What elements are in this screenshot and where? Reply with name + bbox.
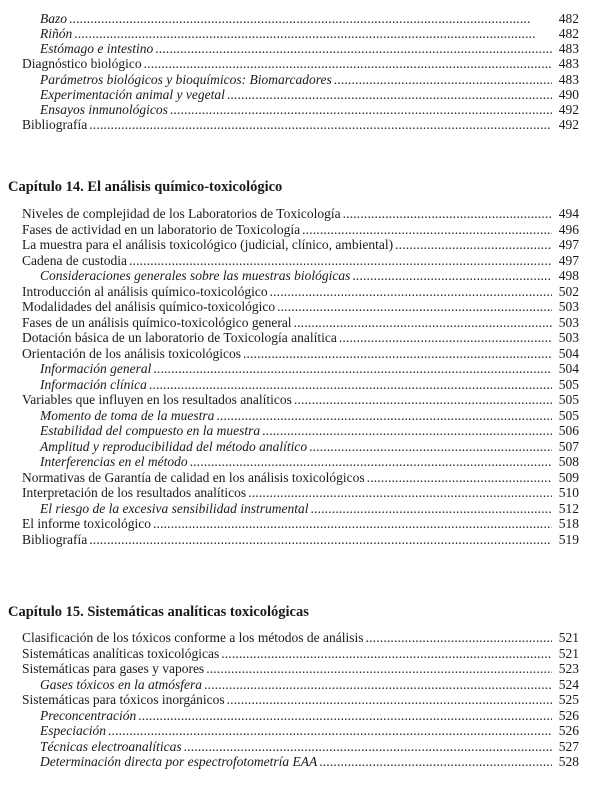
- toc-page-number: 490: [558, 86, 579, 102]
- dot-leader: [309, 439, 552, 454]
- dot-leader: [190, 454, 552, 469]
- dot-leader: [138, 708, 552, 723]
- toc-subentry[interactable]: [40, 361, 554, 376]
- toc-subentry[interactable]: [40, 723, 554, 738]
- toc-entry-title: Interferencias en el método: [40, 454, 188, 469]
- toc-entry-title: Sistemáticas para gases y vapores: [22, 661, 205, 676]
- toc-entry-title: Sistemáticas analíticas toxicológicas: [22, 645, 220, 661]
- dot-leader: [216, 408, 552, 423]
- toc-entry[interactable]: [22, 346, 554, 361]
- toc-page-number: 504: [558, 345, 579, 361]
- toc-page-number: 496: [558, 221, 579, 237]
- toc-entry[interactable]: [22, 392, 554, 407]
- dot-leader: [206, 661, 552, 676]
- toc-entry[interactable]: [22, 646, 554, 661]
- toc-page-number: 482: [558, 11, 579, 26]
- dot-leader: [319, 754, 552, 769]
- dot-leader: [367, 470, 552, 485]
- toc-subentry[interactable]: [40, 87, 554, 102]
- toc-entry[interactable]: [22, 692, 554, 707]
- toc-page-number: 497: [558, 237, 579, 252]
- toc-page-number: 502: [558, 283, 579, 299]
- toc-page-number: 507: [558, 438, 579, 454]
- dot-leader: [243, 346, 552, 361]
- toc-subentry[interactable]: [40, 41, 554, 56]
- toc-page-number: 509: [558, 469, 579, 485]
- toc-page-number: 523: [558, 661, 579, 676]
- dot-leader: [153, 361, 552, 376]
- toc-subentry[interactable]: [40, 754, 554, 769]
- toc-entry-title: Parámetros biológicos y bioquímicos: Biomarcadores: [40, 71, 332, 87]
- toc-page-number: 525: [558, 692, 579, 707]
- toc-entry-title: Estómago e intestino: [40, 41, 154, 57]
- toc-entry-title: Ensayos inmunológicos: [40, 101, 168, 117]
- toc-subentry[interactable]: [40, 11, 554, 26]
- toc-page-number: 483: [558, 41, 579, 57]
- dot-leader: [334, 72, 552, 87]
- toc-subentry[interactable]: [40, 677, 554, 692]
- toc-page-number: 521: [558, 645, 579, 661]
- dot-leader: [395, 237, 552, 252]
- dot-leader: [89, 117, 552, 132]
- toc-entry-title: Información general: [40, 361, 152, 376]
- toc-page-number: 527: [558, 738, 579, 754]
- toc-subentry[interactable]: [40, 408, 554, 423]
- dot-leader: [89, 532, 552, 547]
- toc-subentry[interactable]: [40, 102, 554, 117]
- dot-leader: [262, 423, 552, 438]
- toc-page-number: 505: [558, 392, 579, 407]
- dot-leader: [302, 222, 552, 237]
- dot-leader: [294, 315, 552, 330]
- dot-leader: [352, 268, 552, 283]
- dot-leader: [144, 56, 552, 71]
- toc-entry-title: Cadena de custodia: [22, 252, 127, 268]
- toc-entry[interactable]: [22, 206, 554, 221]
- toc-page-number: 505: [558, 407, 579, 423]
- dot-leader: [270, 284, 552, 299]
- toc-entry-title: Estabilidad del compuesto en la muestra: [40, 423, 261, 438]
- toc-page-number: 508: [558, 454, 579, 469]
- dot-leader: [221, 646, 552, 661]
- toc-entry[interactable]: [22, 470, 554, 485]
- toc-entry-title: Bibliografía: [22, 116, 88, 132]
- toc-page-number: 483: [558, 71, 579, 87]
- dot-leader: [69, 11, 552, 26]
- toc-entry[interactable]: [22, 532, 554, 547]
- chapter-title: Capítulo 15. Sistemáticas analíticas toxicológicas: [8, 604, 309, 620]
- toc-entry-title: Fases de actividad en un laboratorio de Toxicología: [22, 221, 301, 237]
- dot-leader: [108, 723, 552, 738]
- toc-entry-title: El riesgo de la excesiva sensibilidad instrumental: [40, 500, 309, 516]
- toc-subentry[interactable]: [40, 72, 554, 87]
- toc-subentry[interactable]: [40, 454, 554, 469]
- dot-leader: [129, 253, 552, 268]
- toc-page-number: 504: [558, 361, 579, 376]
- toc-subentry[interactable]: [40, 501, 554, 516]
- toc-entry-title: Variables que influyen en los resultados analíticos: [22, 392, 292, 407]
- dot-leader: [153, 516, 552, 531]
- toc-subentry[interactable]: [40, 268, 554, 283]
- toc-entry-title: Niveles de complejidad de los Laboratorios de Toxicología: [22, 206, 341, 221]
- toc-entry[interactable]: [22, 299, 554, 314]
- toc-page-number: 510: [558, 485, 579, 500]
- toc-page-number: 483: [558, 56, 579, 72]
- toc-entry[interactable]: [22, 630, 554, 645]
- toc-page-number: 492: [558, 101, 579, 117]
- toc-entry-title: La muestra para el análisis toxicológico (judicial, clínico, ambiental): [22, 237, 394, 252]
- toc-page-number: 498: [558, 268, 579, 283]
- toc-page-number: 497: [558, 252, 579, 268]
- toc-entry-title: Sistemáticas para tóxicos inorgánicos: [22, 692, 225, 707]
- toc-page-number: 526: [558, 723, 579, 738]
- toc-entry-title: Interpretación de los resultados analíticos: [22, 485, 247, 500]
- toc-page-number: 503: [558, 314, 579, 330]
- toc-entry-title: Consideraciones generales sobre las muestras biológicas: [40, 268, 351, 283]
- dot-leader: [74, 26, 552, 41]
- toc-page-number: 482: [558, 26, 579, 42]
- toc-entry[interactable]: [22, 237, 554, 252]
- dot-leader: [343, 206, 552, 221]
- dot-leader: [294, 392, 552, 407]
- dot-leader: [149, 377, 552, 392]
- toc-subentry[interactable]: [40, 377, 554, 392]
- toc-entry-title: Momento de toma de la muestra: [40, 407, 215, 423]
- dot-leader: [366, 630, 552, 645]
- toc-entry-title: Especiación: [40, 723, 106, 738]
- toc-entry-title: Bazo: [40, 11, 67, 26]
- toc-page-number: 503: [558, 299, 579, 314]
- toc-entry-title: Dotación básica de un laboratorio de Toxicología analítica: [22, 330, 337, 345]
- toc-entry-title: Modalidades del análisis químico-toxicológico: [22, 299, 276, 314]
- dot-leader: [155, 41, 552, 56]
- toc-entry[interactable]: [22, 516, 554, 531]
- dot-leader: [227, 87, 552, 102]
- toc-page-number: 518: [558, 516, 579, 531]
- dot-leader: [339, 330, 552, 345]
- dot-leader: [184, 739, 552, 754]
- toc-subentry[interactable]: [40, 423, 554, 438]
- dot-leader: [204, 677, 552, 692]
- toc-page-number: 503: [558, 330, 579, 345]
- toc-page-number: 494: [558, 206, 579, 221]
- toc-subentry[interactable]: [40, 26, 554, 41]
- toc-entry[interactable]: [22, 315, 554, 330]
- toc-page-number: 524: [558, 676, 579, 692]
- toc-page-number: 506: [558, 423, 579, 438]
- toc-entry-title: Fases de un análisis químico-toxicológico general: [22, 314, 292, 330]
- toc-page-number: 505: [558, 376, 579, 392]
- toc-entry-title: Orientación de los análisis toxicológicos: [22, 345, 241, 361]
- toc-entry[interactable]: [22, 117, 554, 132]
- toc-entry-title: Clasificación de los tóxicos conforme a los métodos de análisis: [22, 630, 364, 645]
- toc-page-number: 512: [558, 500, 579, 516]
- toc-entry-title: Amplitud y reproducibilidad del método analítico: [40, 438, 308, 454]
- toc-subentry[interactable]: [40, 708, 554, 723]
- dot-leader: [277, 299, 552, 314]
- toc-entry[interactable]: [22, 222, 554, 237]
- toc-entry[interactable]: [22, 661, 554, 676]
- toc-subentry[interactable]: [40, 439, 554, 454]
- toc-entry[interactable]: [22, 253, 554, 268]
- chapter-title: Capítulo 14. El análisis químico-toxicológico: [8, 179, 283, 195]
- toc-entry[interactable]: [22, 330, 554, 345]
- toc-entry-title: Diagnóstico biológico: [22, 56, 142, 72]
- toc-entry[interactable]: [22, 485, 554, 500]
- toc-entry-title: Gases tóxicos en la atmósfera: [40, 676, 202, 692]
- toc-page-number: 492: [558, 116, 579, 132]
- toc-entry-title: Normativas de Garantía de calidad en los análisis toxicológicos: [22, 469, 365, 485]
- toc-entry-title: Bibliografía: [22, 531, 88, 547]
- toc-entry-title: El informe toxicológico: [22, 516, 151, 531]
- toc-entry-title: Técnicas electroanalíticas: [40, 738, 182, 754]
- toc-entry-title: Riñón: [40, 26, 73, 42]
- dot-leader: [310, 501, 552, 516]
- toc-entry-title: Experimentación animal y vegetal: [40, 86, 225, 102]
- toc-page-number: 519: [558, 531, 579, 547]
- dot-leader: [170, 102, 552, 117]
- toc-entry-title: Información clínica: [40, 376, 147, 392]
- toc-entry[interactable]: [22, 56, 554, 71]
- toc-page-number: 521: [558, 630, 579, 645]
- toc-entry[interactable]: [22, 284, 554, 299]
- dot-leader: [248, 485, 552, 500]
- toc-entry-title: Preconcentración: [40, 707, 137, 723]
- toc-page-number: 526: [558, 707, 579, 723]
- toc-entry-title: Introducción al análisis químico-toxicológico: [22, 283, 268, 299]
- dot-leader: [227, 692, 552, 707]
- toc-subentry[interactable]: [40, 739, 554, 754]
- toc-entry-title: Determinación directa por espectrofotometría EAA: [40, 754, 318, 769]
- toc-page-number: 528: [558, 754, 579, 769]
